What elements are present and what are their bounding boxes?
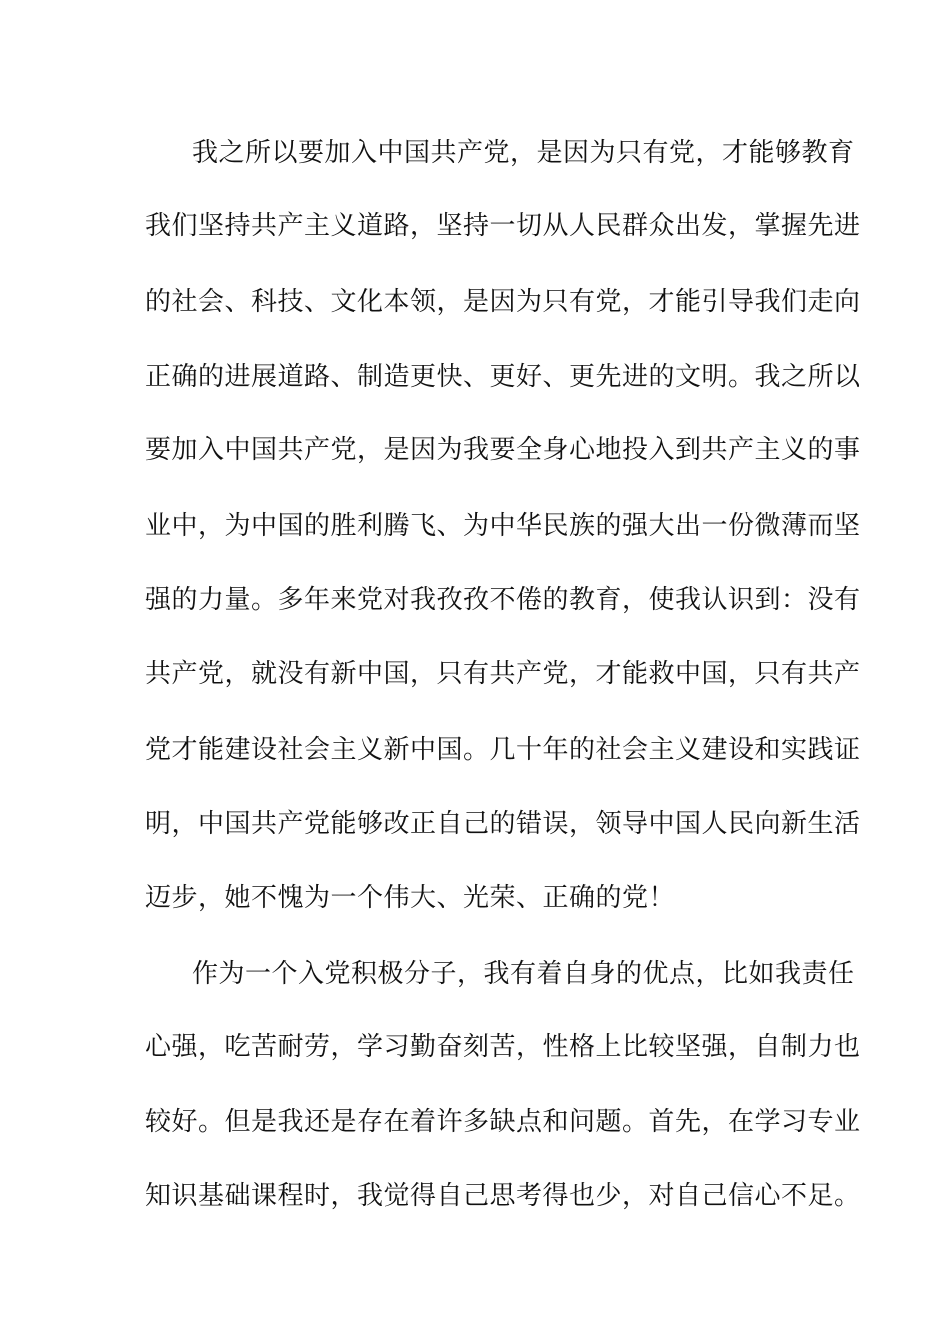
- paragraph-1-line-3: 的社会、科技、文化本领，是因为只有党，才能引导我们走向: [145, 287, 861, 317]
- paragraph-2-line-2: 心强，吃苦耐劳，学习勤奋刻苦，性格上比较坚强，自制力也: [145, 1032, 861, 1062]
- paragraph-1-line-9: 党才能建设社会主义新中国。几十年的社会主义建设和实践证: [145, 735, 861, 765]
- paragraph-1-line-10: 明，中国共产党能够改正自己的错误，领导中国人民向新生活: [145, 809, 861, 839]
- paragraph-1-line-1: 我之所以要加入中国共产党，是因为只有党，才能够教育: [192, 138, 855, 168]
- paragraph-1-line-2: 我们坚持共产主义道路，坚持一切从人民群众出发，掌握先进: [145, 211, 861, 241]
- paragraph-2-line-1: 作为一个入党积极分子，我有着自身的优点，比如我责任: [192, 959, 855, 989]
- paragraph-1-line-11: 迈步，她不愧为一个伟大、光荣、正确的党！: [145, 883, 676, 913]
- paragraph-1-line-8: 共产党，就没有新中国，只有共产党，才能救中国，只有共产: [145, 659, 861, 689]
- paragraph-2-line-3: 较好。但是我还是存在着许多缺点和问题。首先，在学习专业: [145, 1107, 861, 1137]
- paragraph-1-line-5: 要加入中国共产党，是因为我要全身心地投入到共产主义的事: [145, 435, 861, 465]
- paragraph-1-line-6: 业中，为中国的胜利腾飞、为中华民族的强大出一份微薄而坚: [145, 511, 861, 541]
- paragraph-2-line-4: 知识基础课程时，我觉得自己思考得也少，对自己信心不足。: [145, 1181, 861, 1211]
- paragraph-1-line-7: 强的力量。多年来党对我孜孜不倦的教育，使我认识到：没有: [145, 585, 861, 615]
- paragraph-1-line-4: 正确的进展道路、制造更快、更好、更先进的文明。我之所以: [145, 362, 861, 392]
